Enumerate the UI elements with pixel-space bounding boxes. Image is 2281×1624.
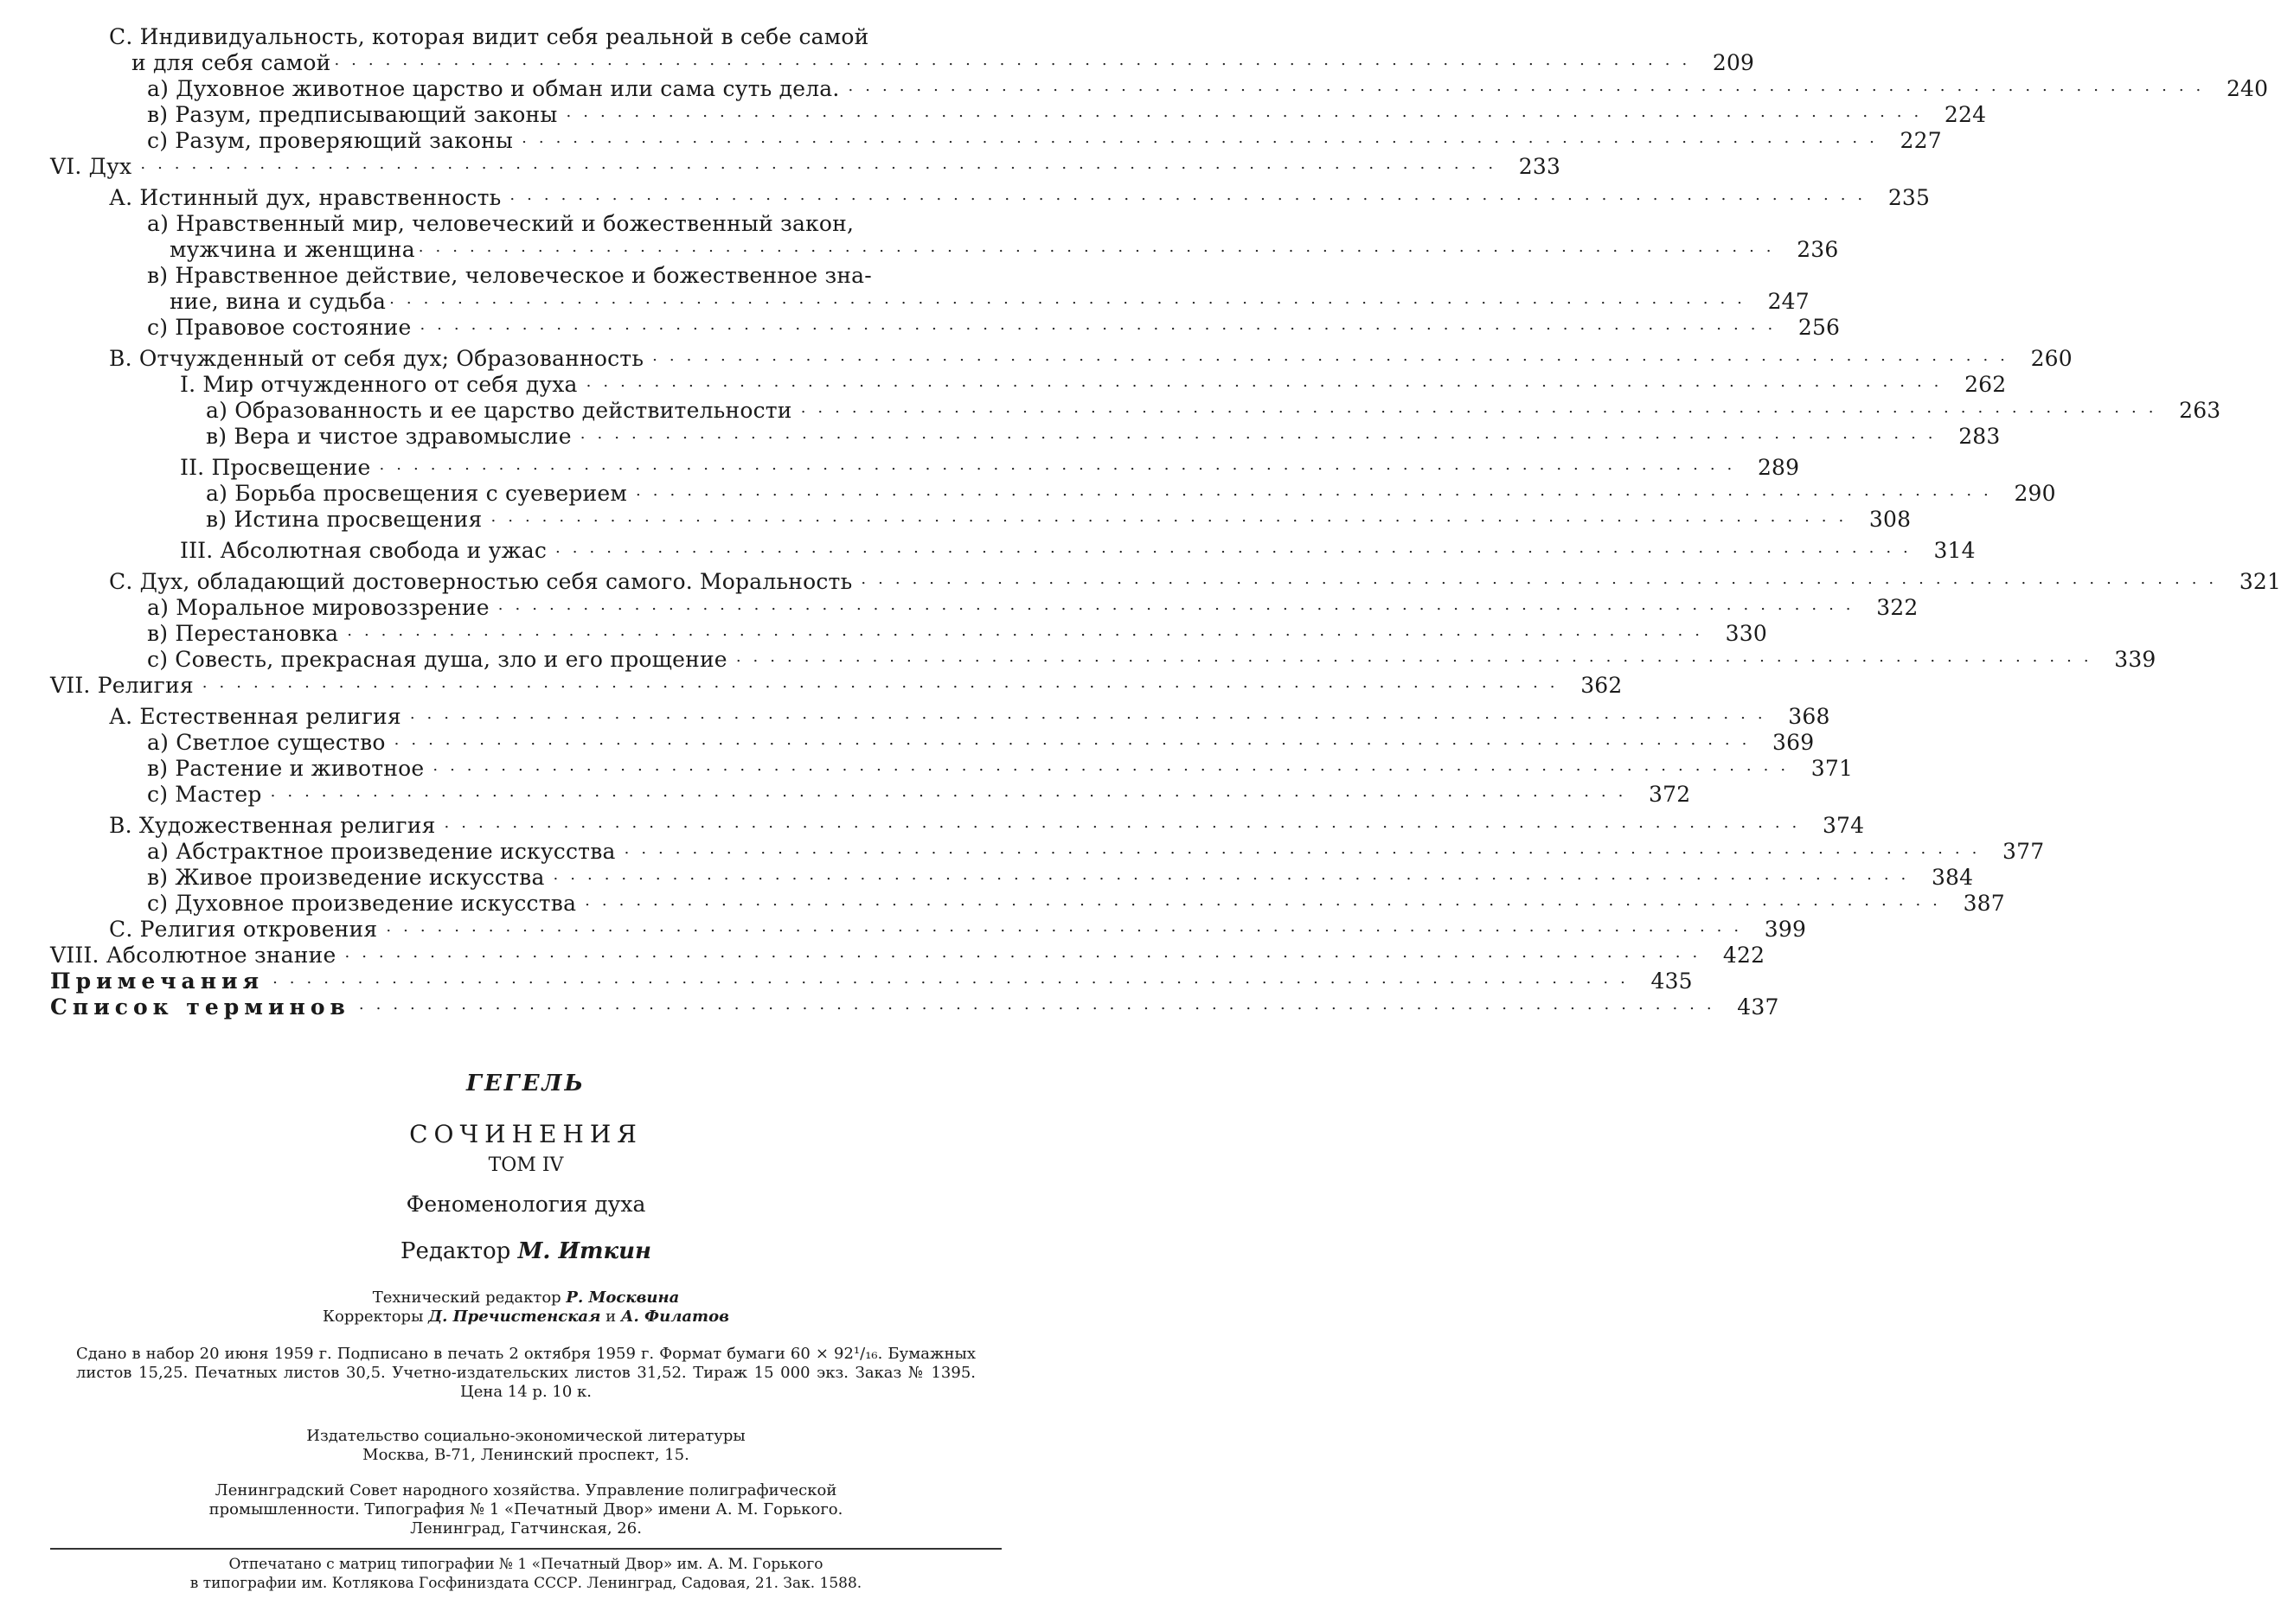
dot-leader: ................................................................................ [394, 731, 1759, 749]
corrector-name-2: А. Филатов [620, 1308, 729, 1326]
toc-entry-title [147, 730, 391, 756]
dot-leader: ................................................................................ [140, 155, 1506, 173]
note-line-1: Отпечатано с матриц типографии № 1 «Печатный Двор» им. А. М. Горького [228, 1556, 823, 1573]
toc-page-number: 233 [1518, 154, 1561, 179]
toc-entry-line: ние, вина и судьба [170, 289, 387, 314]
toc-entry [50, 813, 1865, 839]
toc-entry-title [147, 595, 495, 621]
toc-entry-title [206, 481, 632, 507]
toc-entry [50, 128, 1942, 154]
dot-leader: ................................................................................ [386, 917, 1752, 936]
works-title: СОЧИНЕНИЯ [409, 1120, 643, 1148]
note-line-2: в типографии им. Котлякова Госфиниздата СССР. Ленинград, Садовая, 21. Зак. 1588. [189, 1575, 862, 1592]
toc-entry [50, 424, 2001, 450]
toc-page-number: 369 [1772, 730, 1815, 755]
toc-page-number: 289 [1757, 455, 1800, 480]
dot-leader: ................................................................................ [861, 570, 2227, 588]
toc-entry [50, 263, 1810, 315]
toc-page-number: 339 [2114, 647, 2156, 672]
printer-line-2: промышленности. Типография № 1 «Печатный Двор» имени А. М. Горького. [208, 1500, 843, 1519]
toc-entry-title [109, 813, 441, 839]
toc-entry-body [109, 24, 1702, 76]
toc-page-number: 308 [1868, 507, 1912, 532]
toc-page-number: 290 [2014, 481, 2056, 506]
toc-page-number: 262 [1964, 372, 2007, 397]
toc-entry-line: в) Живое произведение искусства [147, 865, 545, 890]
printer-line-3: Ленинград, Гатчинская, 26. [410, 1519, 642, 1538]
toc-entry-line: мужчина и женщина [170, 237, 415, 262]
toc-entry-line: а) Борьба просвещения с суеверием [206, 481, 628, 506]
toc-entry [50, 756, 1854, 782]
toc-page-number: 399 [1764, 917, 1807, 942]
publisher-line-1: Издательство социально-экономической литературы [306, 1427, 746, 1445]
dot-leader: ................................................................................ [420, 316, 1785, 334]
toc-entry-line: С. Дух, обладающий достоверностью себя самого. Моральность [109, 569, 853, 594]
toc-page-number: 235 [1887, 185, 1931, 210]
toc-page-number: 240 [2226, 76, 2269, 101]
corrector-name-1: Д. Пречистенская [428, 1308, 601, 1326]
table-of-contents [50, 24, 2281, 1020]
toc-entry-line: в) Разум, предписывающий законы [147, 102, 558, 127]
toc-entry-title [180, 455, 376, 481]
toc-entry-last-line [147, 289, 1758, 315]
toc-entry-title [109, 569, 857, 595]
toc-page-number: 330 [1725, 621, 1767, 646]
dot-leader: ................................................................................ [358, 995, 1724, 1013]
toc-entry-line: с) Духовное произведение искусства [147, 891, 577, 916]
toc-entry-body [147, 263, 1758, 315]
toc-page-number: 372 [1649, 782, 1691, 807]
toc-entry [50, 481, 2056, 507]
toc-entry-line: В. Художественная религия [109, 813, 436, 838]
editor-line [50, 1238, 1002, 1264]
toc-entry-title [109, 185, 506, 211]
toc-entry-title [147, 756, 429, 782]
publisher-info [50, 1427, 1002, 1465]
toc-entry-title [109, 917, 382, 943]
toc-entry-last-line [109, 50, 1702, 76]
toc-entry-line: Примечания [50, 969, 265, 994]
toc-entry [50, 782, 1691, 808]
volume-number: ТОМ IV [488, 1154, 564, 1176]
publisher-line-2: Москва, В-71, Ленинский проспект, 15. [362, 1446, 689, 1464]
dot-leader: ................................................................................ [202, 674, 1567, 692]
toc-entry-title [147, 865, 550, 891]
dot-leader: ................................................................................ [432, 757, 1798, 775]
toc-page-number: 362 [1580, 673, 1623, 698]
dot-leader: ................................................................................ [347, 622, 1712, 640]
toc-entry [50, 538, 1976, 564]
toc-entry-title [50, 969, 269, 994]
toc-entry-line: в) Истина просвещения [206, 507, 483, 532]
toc-entry [50, 372, 2007, 398]
toc-entry-line: а) Моральное мировоззрение [147, 595, 490, 620]
toc-entry-title [147, 621, 343, 647]
toc-page-number: 422 [1722, 943, 1765, 968]
toc-entry [50, 455, 1800, 481]
toc-entry [50, 704, 1830, 730]
toc-entry-line: VII. Религия [50, 673, 194, 698]
toc-page-number: 437 [1737, 994, 1779, 1020]
dot-leader: ................................................................................ [444, 814, 1810, 832]
toc-entry-title [206, 507, 488, 533]
editor-name: М. Иткин [517, 1238, 651, 1264]
toc-page-number: 371 [1810, 756, 1854, 781]
toc-entry-line: С. Религия откровения [109, 917, 378, 942]
toc-page-number: 209 [1712, 50, 1755, 75]
toc-entry [50, 507, 1912, 533]
toc-entry [50, 943, 1765, 969]
print-info: Сдано в набор 20 июня 1959 г. Подписано в печать 2 октября 1959 г. Формат бумаги 60 × 92¹/₁₆. Бумажных листов 15,25. Печатных листов 30,5. Учетно-издательских листов 31,52. Тираж 15 000 экз. Заказ № 1395. Цена 14 р. 10 к. [76, 1345, 976, 1401]
toc-page-number: 224 [1944, 102, 1987, 127]
print-note [50, 1555, 1002, 1593]
dot-leader: ................................................................................ [586, 373, 1951, 391]
correctors-and: и [605, 1308, 617, 1326]
toc-entry [50, 569, 2281, 595]
toc-entry [50, 891, 2005, 917]
toc-entry-line: I. Мир отчужденного от себя духа [180, 372, 578, 397]
toc-page-number: 263 [2179, 398, 2221, 423]
dot-leader: ................................................................................ [553, 866, 1919, 884]
toc-entry-line: II. Просвещение [180, 455, 371, 480]
toc-page-number: 368 [1788, 704, 1830, 729]
toc-entry [50, 398, 2221, 424]
toc-entry [50, 839, 2045, 865]
tech-credits [50, 1288, 1002, 1327]
toc-page-number: 377 [2002, 839, 2045, 864]
correctors-label: Корректоры [323, 1308, 424, 1326]
toc-entry-line: с) Мастер [147, 782, 262, 807]
toc-entry-line: III. Абсолютная свобода и ужас [180, 538, 548, 563]
toc-entry-body [147, 211, 1787, 263]
toc-entry-line: с) Разум, проверяющий законы [147, 128, 514, 153]
toc-entry-title [147, 102, 563, 128]
book-title: Феноменология духа [406, 1192, 646, 1217]
toc-entry-line: и для себя самой [131, 50, 331, 75]
toc-entry-line: Список терминов [50, 994, 350, 1020]
toc-entry-title [147, 128, 518, 154]
toc-entry [50, 917, 1807, 943]
toc-entry-line: а) Светлое существо [147, 730, 386, 755]
dot-leader: ................................................................................ [334, 51, 1700, 69]
dot-leader: ................................................................................ [344, 943, 1710, 962]
toc-page-number: 384 [1931, 865, 1974, 890]
toc-entry [50, 185, 1931, 211]
toc-entry [50, 730, 1815, 756]
toc-entry [50, 647, 2156, 673]
toc-entry-title [50, 994, 356, 1020]
toc-entry [50, 211, 1839, 263]
dot-leader: ................................................................................ [636, 482, 2001, 500]
dot-leader: ................................................................................ [735, 648, 2101, 666]
dot-leader: ................................................................................ [652, 347, 2017, 365]
toc-page-number: 247 [1767, 289, 1810, 314]
toc-entry-title [206, 424, 577, 450]
toc-entry [50, 621, 1767, 647]
toc-entry [50, 595, 1919, 621]
toc-entry-title [147, 782, 267, 808]
toc-page-number: 236 [1797, 237, 1839, 262]
toc-entry-line: в) Нравственное действие, человеческое и божественное зна- [147, 263, 872, 288]
toc-entry-line: VI. Дух [50, 154, 132, 179]
toc-entry-line: а) Образованность и ее царство действительности [206, 398, 792, 423]
toc-entry-line: а) Нравственный мир, человеческий и божественный закон, [147, 211, 855, 236]
dot-leader: ................................................................................ [490, 508, 1856, 526]
toc-entry-line: VIII. Абсолютное знание [50, 943, 336, 968]
toc-entry-title [109, 346, 649, 372]
dot-leader: ................................................................................ [848, 77, 2214, 95]
toc-page-number: 314 [1933, 538, 1976, 563]
dot-leader: ................................................................................ [497, 596, 1863, 614]
dot-leader: ................................................................................ [580, 425, 1945, 443]
toc-entry-last-line [147, 237, 1787, 263]
toc-entry [50, 865, 1974, 891]
toc-page-number: 283 [1958, 424, 2001, 449]
toc-entry [50, 24, 1755, 76]
toc-entry-title [147, 647, 733, 673]
toc-entry-title [147, 315, 416, 341]
toc-entry-line: в) Вера и чистое здравомыслие [206, 424, 572, 449]
dot-leader: ................................................................................ [509, 186, 1875, 204]
printer-info [50, 1481, 1002, 1538]
dot-leader: ................................................................................ [522, 129, 1887, 147]
tech-editor-line [50, 1288, 1002, 1308]
toc-entry [50, 994, 1779, 1020]
toc-entry-line: В. Отчужденный от себя дух; Образованность [109, 346, 644, 371]
toc-entry-title [180, 538, 552, 564]
toc-page-number: 256 [1797, 315, 1841, 340]
toc-entry-title [147, 891, 581, 917]
dot-leader: ................................................................................ [409, 705, 1775, 723]
dot-leader: ................................................................................ [585, 892, 1950, 910]
toc-entry-line: С. Индивидуальность, которая видит себя реальной в себе самой [109, 24, 869, 49]
toc-entry-line: с) Правовое состояние [147, 315, 412, 340]
dot-leader: ................................................................................ [800, 399, 2166, 417]
toc-entry-line: а) Духовное животное царство и обман или сама суть дела. [147, 76, 840, 101]
toc-entry-line: с) Совесть, прекрасная душа, зло и его прощение [147, 647, 727, 672]
toc-entry-line: А. Истинный дух, нравственность [109, 185, 502, 210]
toc-page-number: 387 [1963, 891, 2005, 916]
toc-page-number: 321 [2239, 569, 2281, 594]
dot-leader: ................................................................................ [379, 456, 1745, 474]
toc-entry-title [147, 839, 621, 865]
toc-entry-title [206, 398, 798, 424]
toc-entry [50, 673, 1623, 699]
toc-entry-line: а) Абстрактное произведение искусства [147, 839, 616, 864]
toc-entry [50, 102, 1987, 128]
dot-leader: ................................................................................ [389, 290, 1754, 308]
dot-leader: ................................................................................ [272, 969, 1637, 988]
toc-entry-line: в) Растение и животное [147, 756, 425, 781]
tech-editor-label: Технический редактор [372, 1288, 561, 1307]
dot-leader: ................................................................................ [566, 103, 1932, 121]
toc-entry [50, 346, 2073, 372]
dot-leader: ................................................................................ [555, 539, 1920, 557]
toc-entry [50, 154, 1561, 180]
divider-rule [50, 1548, 1002, 1550]
toc-entry-title [50, 673, 199, 699]
toc-entry-title [147, 76, 845, 102]
dot-leader: ................................................................................ [624, 840, 1989, 858]
toc-entry-line: А. Естественная религия [109, 704, 401, 729]
toc-entry-title [180, 372, 583, 398]
toc-entry-title [50, 943, 341, 969]
toc-entry-title [109, 704, 407, 730]
printer-line-1: Ленинградский Совет народного хозяйства. Управление полиграфической [215, 1481, 837, 1499]
dot-leader: ................................................................................ [418, 238, 1784, 256]
toc-entry [50, 76, 2269, 102]
editor-label: Редактор [400, 1238, 511, 1264]
toc-page-number: 227 [1900, 128, 1942, 153]
correctors-line [50, 1308, 1002, 1327]
dot-leader: ................................................................................ [270, 783, 1636, 801]
toc-page-number: 374 [1822, 813, 1865, 838]
toc-page-number: 260 [2030, 346, 2073, 371]
toc-entry [50, 969, 1693, 994]
toc-page-number: 322 [1876, 595, 1919, 620]
toc-entry-title [50, 154, 137, 180]
toc-page-number: 435 [1650, 969, 1693, 994]
toc-entry-line: в) Перестановка [147, 621, 339, 646]
author-name: ГЕГЕЛЬ [466, 1071, 586, 1097]
tech-editor-name: Р. Москвина [566, 1288, 680, 1307]
toc-entry [50, 315, 1841, 341]
